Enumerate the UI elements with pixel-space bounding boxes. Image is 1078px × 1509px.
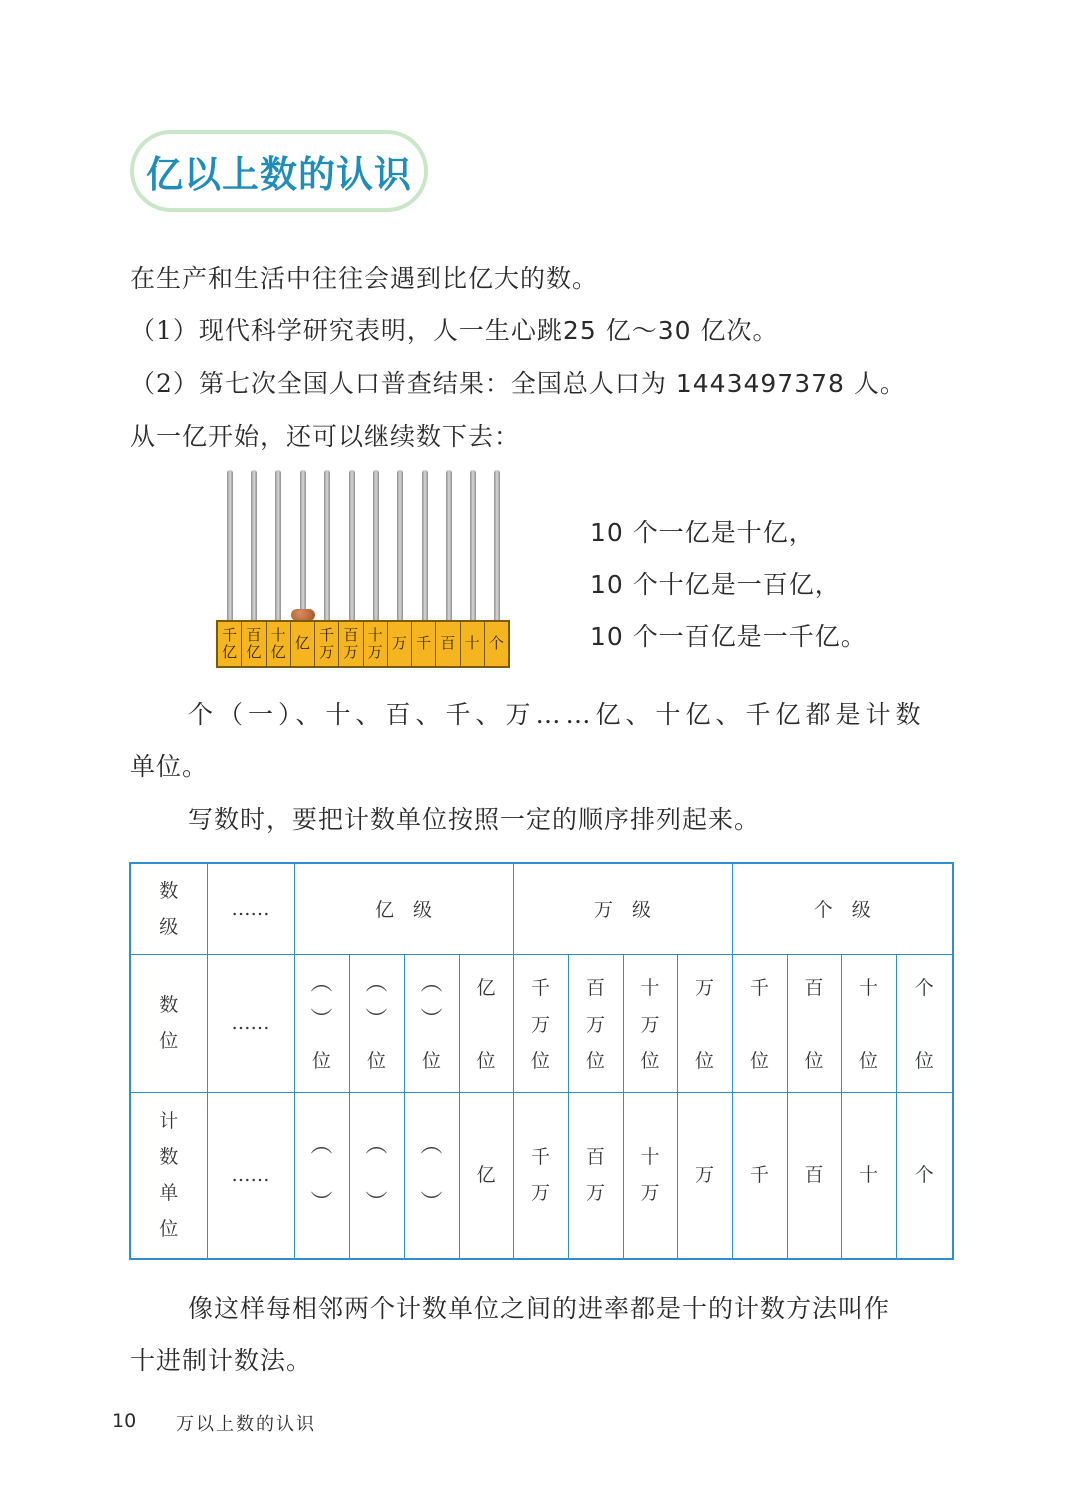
- abacus-rod: [300, 470, 306, 620]
- paren-open: ︵: [420, 971, 443, 996]
- example-1-number-b: 30: [657, 316, 692, 345]
- fact-3: [590, 624, 867, 649]
- paren-close: ︶: [310, 1007, 333, 1033]
- abacus-label-char: 百: [246, 625, 262, 644]
- level-yi: 亿 级: [294, 863, 513, 954]
- unit-char: 百: [586, 1146, 606, 1169]
- place-char: 十: [640, 977, 660, 999]
- abacus-label-char: 万: [319, 643, 335, 661]
- place-char: 千: [531, 977, 551, 999]
- paragraph-1-line-1: 个（一）、十、百、千、万……亿、十亿、千亿都是计数: [188, 700, 926, 729]
- paren-open: ︵: [365, 971, 388, 996]
- page-number: 10: [112, 1410, 137, 1432]
- unit-char: 千: [750, 1164, 770, 1187]
- place-char: 位: [640, 1050, 660, 1072]
- unit-char: 万: [586, 1182, 606, 1205]
- unit-cell: [787, 1092, 841, 1259]
- continue-text: 从一亿开始，还可以继续数下去：: [130, 422, 521, 451]
- unit-char: 万: [640, 1182, 660, 1205]
- paren-open: ︵: [420, 1133, 443, 1159]
- abacus-label-char: 亿: [270, 643, 286, 661]
- blank-place-cell: [349, 954, 404, 1092]
- abacus-label-char: 十: [464, 634, 480, 653]
- example-1-suffix: 亿次。: [700, 316, 779, 345]
- fact-3-number: 10: [590, 622, 624, 651]
- paragraph-3-line-1: 像这样每相邻两个计数单位之间的进率都是十的计数方法叫作: [188, 1294, 891, 1323]
- abacus-rod: [470, 470, 476, 620]
- abacus-rod: [349, 470, 355, 620]
- paragraph-2: 写数时，要把计数单位按照一定的顺序排列起来。: [188, 805, 761, 834]
- fact-3-text: 个一百亿是一千亿。: [632, 622, 867, 651]
- unit-char: 十: [640, 1146, 660, 1169]
- title-badge: [130, 130, 428, 212]
- abacus-label-char: 千: [222, 625, 238, 644]
- row-header-char: 计: [159, 1110, 179, 1133]
- place-suffix: 位: [311, 1050, 331, 1072]
- example-2: [130, 371, 906, 396]
- abacus-base: [216, 620, 510, 668]
- blank-unit-cell: [349, 1092, 404, 1259]
- abacus-rod: [494, 470, 500, 620]
- place-char: 十: [859, 977, 879, 999]
- place-suffix: 位: [421, 1050, 441, 1072]
- place-char: 个: [914, 977, 934, 999]
- table-row-units: [130, 1092, 953, 1259]
- row-header-level: [130, 863, 207, 954]
- abacus-label: [412, 622, 436, 666]
- abacus-label-char: 个: [488, 634, 504, 653]
- abacus-label-char: 千: [416, 634, 432, 653]
- place-cell: [513, 954, 568, 1092]
- unit-char: 百: [804, 1164, 824, 1187]
- abacus-label-char: 十: [367, 625, 383, 644]
- page-title: 亿以上数的认识: [146, 153, 412, 196]
- unit-cell: [732, 1092, 787, 1259]
- place-cell: [896, 954, 953, 1092]
- unit-char: 千: [531, 1146, 551, 1169]
- ellipsis-cell: ……: [207, 863, 294, 954]
- place-char: 万: [695, 977, 715, 999]
- place-cell: [623, 954, 677, 1092]
- paren-close: ︶: [365, 1191, 388, 1217]
- unit-char: 个: [914, 1164, 934, 1187]
- example-2-prefix: （2）第七次全国人口普查结果：全国总人口为: [130, 369, 667, 398]
- unit-char: 十: [859, 1164, 879, 1187]
- fact-1: [590, 520, 815, 545]
- abacus-rod: [422, 470, 428, 620]
- place-char: 位: [695, 1050, 715, 1072]
- abacus-label: [242, 622, 266, 666]
- abacus-label: [364, 622, 388, 666]
- abacus-rod: [446, 470, 452, 620]
- example-2-number: 1443497378: [675, 369, 845, 398]
- row-header-place: [130, 954, 207, 1092]
- counting-units-table: [129, 862, 954, 1260]
- place-char: 位: [804, 1050, 824, 1072]
- place-char: 亿: [476, 977, 496, 999]
- abacus-label-char: 亿: [222, 643, 238, 661]
- table-row-places: [130, 954, 953, 1092]
- place-char: 位: [476, 1050, 496, 1072]
- example-2-suffix: 人。: [853, 369, 906, 398]
- abacus-label-char: 万: [367, 643, 383, 661]
- row-header-char: 数: [159, 879, 179, 902]
- abacus-rod: [227, 470, 233, 620]
- unit-cell: [896, 1092, 953, 1259]
- place-char: 位: [586, 1050, 606, 1072]
- table-row-levels: [130, 863, 953, 954]
- abacus-label: [267, 622, 291, 666]
- paren-open: ︵: [310, 1133, 333, 1159]
- abacus-label-char: 千: [319, 625, 335, 644]
- paren-close: ︶: [420, 1191, 443, 1217]
- unit-cell: [459, 1092, 513, 1259]
- place-char: 位: [750, 1050, 770, 1072]
- abacus-label-char: 百: [343, 625, 359, 644]
- place-char: 位: [914, 1050, 934, 1072]
- row-header-char: 数: [159, 993, 179, 1016]
- level-wan: 万 级: [513, 863, 732, 954]
- place-suffix: 位: [366, 1050, 386, 1072]
- place-char: 位: [859, 1050, 879, 1072]
- abacus-label: [436, 622, 460, 666]
- fact-1-number: 10: [590, 518, 624, 547]
- example-1-prefix: （1）现代科学研究表明，人一生心跳: [130, 316, 563, 345]
- unit-cell: [568, 1092, 623, 1259]
- abacus-label: [461, 622, 485, 666]
- row-header-char: 位: [159, 1218, 179, 1241]
- abacus-label-char: 百: [440, 634, 456, 653]
- paragraph-3-line-2: 十进制计数法。: [130, 1346, 313, 1375]
- place-char: 位: [531, 1050, 551, 1072]
- ellipsis-cell: ……: [207, 954, 294, 1092]
- row-header-char: 数: [159, 1146, 179, 1169]
- unit-char: 万: [695, 1164, 715, 1187]
- blank-place-cell: [404, 954, 459, 1092]
- place-char: 百: [804, 977, 824, 999]
- unit-cell: [623, 1092, 677, 1259]
- fact-2-text: 个十亿是一百亿，: [632, 570, 841, 599]
- place-char: 千: [750, 977, 770, 999]
- abacus-label-char: 万: [343, 643, 359, 661]
- chapter-title: 万以上数的认识: [176, 1414, 316, 1435]
- place-cell: [841, 954, 896, 1092]
- abacus-rod: [251, 470, 257, 620]
- place-char: 百: [586, 977, 606, 999]
- example-1-mid: 亿～: [605, 316, 658, 345]
- abacus-label: [485, 622, 508, 666]
- paren-close: ︶: [310, 1191, 333, 1217]
- place-char: 万: [586, 1013, 606, 1036]
- unit-char: 万: [531, 1182, 551, 1205]
- unit-char: 亿: [476, 1164, 496, 1187]
- example-1-number-a: 25: [562, 316, 597, 345]
- blank-unit-cell: [294, 1092, 349, 1259]
- place-cell: [568, 954, 623, 1092]
- place-char: 万: [640, 1013, 660, 1036]
- place-cell: [459, 954, 513, 1092]
- fact-1-text: 个一亿是十亿，: [632, 518, 815, 547]
- paren-close: ︶: [365, 1007, 388, 1033]
- abacus-label: [339, 622, 363, 666]
- ellipsis-cell: ……: [207, 1092, 294, 1259]
- place-cell: [787, 954, 841, 1092]
- abacus-label: [291, 622, 315, 666]
- abacus-rod: [324, 470, 330, 620]
- place-char: 万: [531, 1013, 551, 1036]
- abacus-label: [388, 622, 412, 666]
- abacus-label-char: 亿: [246, 643, 262, 661]
- paren-close: ︶: [420, 1007, 443, 1033]
- fact-2-number: 10: [590, 570, 624, 599]
- place-cell: [732, 954, 787, 1092]
- example-1: [130, 318, 778, 343]
- abacus-label-char: 万: [391, 634, 407, 653]
- abacus-label-char: 十: [270, 625, 286, 644]
- row-header-unit: [130, 1092, 207, 1259]
- blank-place-cell: [294, 954, 349, 1092]
- intro-text: 在生产和生活中往往会遇到比亿大的数。: [130, 264, 599, 293]
- abacus-rod: [397, 470, 403, 620]
- abacus-label-char: 亿: [294, 634, 310, 653]
- abacus-label: [315, 622, 339, 666]
- abacus-rod: [275, 470, 281, 620]
- blank-unit-cell: [404, 1092, 459, 1259]
- unit-cell: [841, 1092, 896, 1259]
- paragraph-1-line-2: 单位。: [130, 752, 209, 781]
- row-header-char: 位: [159, 1030, 179, 1052]
- row-header-char: 单: [159, 1182, 179, 1205]
- unit-cell: [677, 1092, 732, 1259]
- place-cell: [677, 954, 732, 1092]
- abacus-rod: [373, 470, 379, 620]
- fact-2: [590, 572, 841, 597]
- paren-open: ︵: [365, 1133, 388, 1159]
- paren-open: ︵: [310, 971, 333, 996]
- unit-cell: [513, 1092, 568, 1259]
- row-header-char: 级: [159, 915, 179, 938]
- abacus-label: [218, 622, 242, 666]
- level-ge: 个 级: [732, 863, 953, 954]
